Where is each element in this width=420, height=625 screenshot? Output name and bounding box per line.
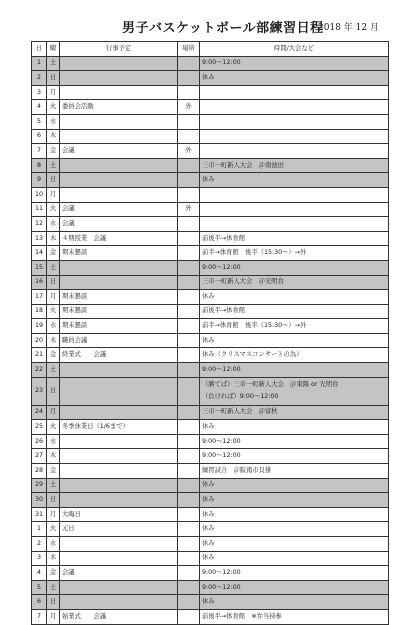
column-header-time: 時間/大会など [200,42,389,57]
time-note: 休み [202,510,215,518]
table-row [32,609,389,624]
column-header-place: 場所 [178,42,200,57]
place-cell [178,434,200,449]
day-cell: 13 [32,231,47,246]
event-cell [60,478,178,493]
time-cell [200,56,389,71]
weekday-cell: 木 [47,449,60,464]
table-row [32,217,389,232]
time-cell [200,405,389,420]
table-row [32,363,389,378]
table-row [32,260,389,275]
weekday-cell: 日 [47,493,60,508]
time-cell [200,246,389,261]
weekday-cell: 月 [47,405,60,420]
event-cell [60,537,178,552]
place-cell: 外 [178,202,200,217]
weekday-cell: 火 [47,100,60,115]
event-cell: 終業式 会議 [60,348,178,363]
day-cell: 22 [32,363,47,378]
weekday-cell: 水 [47,217,60,232]
day-cell: 17 [32,290,47,305]
day-cell: 7 [32,144,47,159]
event-cell: 期末懇談 [60,319,178,334]
weekday-cell: 火 [47,202,60,217]
time-note: 休み（クリスマスコンサートの為） [202,351,303,359]
place-cell [178,173,200,188]
place-cell: 外 [178,100,200,115]
weekday-cell: 水 [47,537,60,552]
day-cell: 28 [32,464,47,479]
time-note: 休み [202,598,215,606]
weekday-cell: 木 [47,551,60,566]
weekday-cell: 土 [47,56,60,71]
time-note: 前後半→体育館 [202,307,246,315]
time-cell [200,85,389,100]
event-cell: 大晦日 [60,507,178,522]
time-note: 休み [202,423,215,431]
table-row [32,333,389,348]
place-cell [178,464,200,479]
day-cell: 5 [32,580,47,595]
day-cell: 4 [32,100,47,115]
time-cell [200,231,389,246]
place-cell [178,609,200,624]
day-cell: 2 [32,71,47,86]
place-cell [178,114,200,129]
table-row [32,507,389,522]
table-row [32,595,389,610]
day-cell: 3 [32,85,47,100]
weekday-cell: 日 [47,377,60,405]
time-cell [200,609,389,624]
event-cell: 会議 [60,144,178,159]
event-cell [60,260,178,275]
time-cell [200,333,389,348]
table-row [32,304,389,319]
time-cell [200,187,389,202]
place-cell [178,333,200,348]
schedule-table [31,41,389,625]
time-note: 9:00～12:00 [202,59,241,67]
event-cell [60,464,178,479]
time-cell [200,275,389,290]
weekday-cell: 土 [47,158,60,173]
table-row [32,144,389,159]
event-cell [60,449,178,464]
table-row [32,464,389,479]
weekday-cell: 土 [47,260,60,275]
weekday-cell: 金 [47,566,60,581]
time-note: 9:00～12:00 [202,365,241,373]
event-cell [60,56,178,71]
time-cell [200,464,389,479]
place-cell [178,522,200,537]
table-row [32,537,389,552]
day-cell: 26 [32,434,47,449]
place-cell [178,187,200,202]
table-row [32,202,389,217]
time-cell [200,202,389,217]
event-cell: ４期授業 会議 [60,231,178,246]
time-note: 前後半→体育館 ※弁当持参 [202,612,282,620]
table-header-row [32,42,389,57]
weekday-cell: 金 [47,246,60,261]
place-cell [178,595,200,610]
event-cell [60,275,178,290]
weekday-cell: 土 [47,580,60,595]
event-cell: 期末懇談 [60,304,178,319]
time-cell [200,217,389,232]
event-cell: 会議 [60,217,178,232]
place-cell [178,129,200,144]
time-cell [200,348,389,363]
time-cell [200,522,389,537]
weekday-cell: 月 [47,187,60,202]
page-header [0,17,420,37]
day-cell: 19 [32,319,47,334]
event-cell: 期末懇談 [60,290,178,305]
time-cell [200,420,389,435]
time-note: 9:00～12:00 [202,452,241,460]
event-cell [60,71,178,86]
time-cell [200,493,389,508]
time-cell [200,129,389,144]
day-cell: 11 [32,202,47,217]
time-cell [200,434,389,449]
table-row [32,551,389,566]
day-cell: 1 [32,56,47,71]
time-cell [200,363,389,378]
day-cell: 1 [32,522,47,537]
time-note: 休み [202,73,215,81]
place-cell [178,551,200,566]
day-cell: 10 [32,187,47,202]
table-row [32,377,389,405]
place-cell [178,449,200,464]
day-cell: 6 [32,129,47,144]
time-note: 休み [202,539,215,547]
time-note: 休み [202,554,215,562]
time-cell [200,114,389,129]
time-note: 休み [202,176,215,184]
time-cell [200,478,389,493]
day-cell: 12 [32,217,47,232]
table-row [32,319,389,334]
table-row [32,173,389,188]
table-row [32,566,389,581]
time-cell [200,71,389,86]
event-cell [60,114,178,129]
time-note: 三市一町新人大会 ＠南池田 [202,161,284,169]
event-cell: 元日 [60,522,178,537]
time-note: （勝てば）三市一町新人大会 ＠東陽 or 光明台 [202,381,339,389]
time-cell [200,551,389,566]
event-cell [60,434,178,449]
weekday-cell: 水 [47,319,60,334]
weekday-cell: 日 [47,173,60,188]
event-cell: 期末懇談 [60,246,178,261]
time-cell [200,449,389,464]
place-cell [178,217,200,232]
event-cell [60,158,178,173]
time-cell [200,507,389,522]
place-cell [178,85,200,100]
event-cell: 会議 [60,566,178,581]
event-cell [60,493,178,508]
table-row [32,129,389,144]
time-note: 前半→体育館 後半（15:30～）→外 [202,249,307,257]
place-cell [178,56,200,71]
table-row [32,231,389,246]
place-cell [178,260,200,275]
day-cell: 7 [32,609,47,624]
weekday-cell: 月 [47,290,60,305]
time-cell [200,260,389,275]
time-cell [200,158,389,173]
place-cell [178,246,200,261]
table-row [32,100,389,115]
day-cell: 14 [32,246,47,261]
day-cell: 6 [32,595,47,610]
time-cell [200,537,389,552]
weekday-cell: 金 [47,144,60,159]
event-cell [60,405,178,420]
event-cell [60,187,178,202]
weekday-cell: 木 [47,129,60,144]
weekday-cell: 月 [47,507,60,522]
place-cell [178,319,200,334]
weekday-cell: 日 [47,275,60,290]
table-row [32,449,389,464]
event-cell [60,129,178,144]
event-cell [60,595,178,610]
weekday-cell: 日 [47,595,60,610]
time-note: 休み [202,481,215,489]
place-cell [178,363,200,378]
table-row [32,275,389,290]
place-cell [178,537,200,552]
event-cell [60,85,178,100]
event-cell [60,363,178,378]
column-header-event: 行事予定 [60,42,178,57]
place-cell [178,348,200,363]
time-cell [200,595,389,610]
time-note: （負ければ）9:00～12:00 [202,393,279,401]
event-cell: 職員会議 [60,333,178,348]
time-note: 休み [202,525,215,533]
event-cell: 冬季休業日（1/6まで） [60,420,178,435]
table-row [32,434,389,449]
column-header-day: 日 [32,42,47,57]
column-header-weekday: 曜 [47,42,60,57]
time-cell [200,100,389,115]
event-cell [60,377,178,405]
day-cell: 25 [32,420,47,435]
time-cell [200,566,389,581]
weekday-cell: 水 [47,114,60,129]
weekday-cell: 月 [47,609,60,624]
table-row [32,158,389,173]
time-note: 9:00～12:00 [202,437,241,445]
event-cell [60,173,178,188]
weekday-cell: 月 [47,85,60,100]
time-note: 休み [202,496,215,504]
place-cell [178,507,200,522]
table-row [32,114,389,129]
time-note: 三市一町新人大会 ＠光明台 [202,278,284,286]
day-cell: 31 [32,507,47,522]
day-cell: 30 [32,493,47,508]
time-note: 練習試合 ＠阪南市貝掛 [202,466,272,474]
weekday-cell: 水 [47,434,60,449]
day-cell: 2 [32,537,47,552]
event-cell: 会議 [60,202,178,217]
place-cell [178,71,200,86]
time-cell [200,377,389,405]
weekday-cell: 日 [47,71,60,86]
table-row [32,478,389,493]
day-cell: 3 [32,551,47,566]
time-note: 9:00～12:00 [202,568,241,576]
event-cell: 始業式 会議 [60,609,178,624]
place-cell [178,493,200,508]
weekday-cell: 土 [47,478,60,493]
weekday-cell: 金 [47,464,60,479]
place-cell [178,478,200,493]
time-note: 三市一町新人大会 ＠富秋 [202,408,278,416]
place-cell [178,420,200,435]
place-cell [178,405,200,420]
place-cell [178,566,200,581]
day-cell: 16 [32,275,47,290]
time-cell [200,173,389,188]
place-cell [178,158,200,173]
place-cell [178,304,200,319]
table-row [32,420,389,435]
weekday-cell: 木 [47,333,60,348]
weekday-cell: 火 [47,304,60,319]
place-cell [178,377,200,405]
weekday-cell: 金 [47,348,60,363]
time-note: 前半→体育館 後半（15:30～）→外 [202,322,307,330]
day-cell: 5 [32,114,47,129]
weekday-cell: 火 [47,522,60,537]
table-row [32,405,389,420]
time-cell [200,290,389,305]
weekday-cell: 火 [47,420,60,435]
day-cell: 20 [32,333,47,348]
time-note: 休み [202,292,215,300]
table-row [32,290,389,305]
event-cell [60,551,178,566]
table-row [32,348,389,363]
day-cell: 9 [32,173,47,188]
day-cell: 23 [32,377,47,405]
day-cell: 4 [32,566,47,581]
time-note: 前後半→体育館 [202,234,246,242]
page-title: 男子バスケットボール部練習日程 [122,21,324,36]
place-cell [178,275,200,290]
day-cell: 15 [32,260,47,275]
day-cell: 8 [32,158,47,173]
table-row [32,493,389,508]
time-note: 9:00～12:00 [202,263,241,271]
day-cell: 27 [32,449,47,464]
table-row [32,187,389,202]
time-cell [200,304,389,319]
place-cell [178,290,200,305]
place-cell [178,231,200,246]
day-cell: 29 [32,478,47,493]
weekday-cell: 木 [47,231,60,246]
weekday-cell: 土 [47,363,60,378]
time-cell [200,144,389,159]
table-row [32,71,389,86]
schedule-date: 2018 年 12 月 [318,23,379,33]
place-cell: 外 [178,144,200,159]
time-note: 9:00～12:00 [202,583,241,591]
table-row [32,522,389,537]
table-row [32,246,389,261]
time-note: 休み [202,336,215,344]
time-cell [200,319,389,334]
event-cell: 委員会活動 [60,100,178,115]
day-cell: 18 [32,304,47,319]
day-cell: 24 [32,405,47,420]
day-cell: 21 [32,348,47,363]
table-row [32,56,389,71]
table-row [32,85,389,100]
